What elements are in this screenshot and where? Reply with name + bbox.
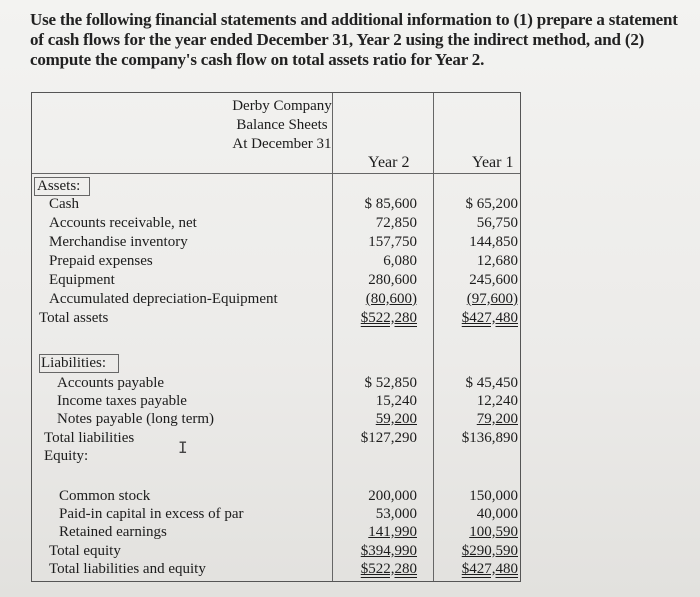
row-label-paid-in-capital: Paid-in capital in excess of par: [59, 506, 244, 522]
accounts-payable-year1: $ 45,450: [465, 375, 518, 391]
row-label-equipment: Equipment: [49, 272, 115, 288]
row-label-total-liabilities: Total liabilities: [44, 430, 135, 446]
row-label-total-equity: Total equity: [49, 543, 121, 559]
row-label-total-assets: Total assets: [39, 310, 109, 326]
row-label-cash: Cash: [49, 196, 79, 212]
prepaid-expenses-year1: 12,680: [476, 253, 518, 269]
total-liabilities-year2: $127,290: [360, 430, 417, 446]
row-label-common-stock: Common stock: [59, 488, 151, 504]
cash-year1: $ 65,200: [465, 196, 518, 212]
income-taxes-payable-year1: 12,240: [476, 393, 518, 409]
equity-title: Equity:: [44, 448, 89, 464]
accounts-receivable-year2: 72,850: [375, 215, 417, 231]
row-label-accounts-receivable: Accounts receivable, net: [49, 215, 197, 231]
row-label-income-taxes-payable: Income taxes payable: [57, 393, 187, 409]
income-taxes-payable-year2: 15,240: [375, 393, 417, 409]
common-stock-year2: 200,000: [368, 488, 417, 504]
total-liabilities-and-equity-year1: $427,480: [461, 561, 518, 577]
total-assets-year2: $522,280: [360, 310, 417, 326]
row-label-total-liabilities-and-equity: Total liabilities and equity: [49, 561, 206, 577]
retained-earnings-year2: 141,990: [368, 524, 417, 540]
statement-date: At December 31: [232, 136, 332, 152]
row-label-notes-payable: Notes payable (long term): [57, 411, 215, 427]
paid-in-capital-year1: 40,000: [476, 506, 518, 522]
cash-year2: $ 85,600: [364, 196, 417, 212]
total-liabilities-and-equity-year2: $522,280: [360, 561, 417, 577]
retained-earnings-year1: 100,590: [469, 524, 518, 540]
row-label-accumulated-depreciation: Accumulated depreciation-Equipment: [49, 291, 278, 307]
accounts-payable-year2: $ 52,850: [364, 375, 417, 391]
company-name: Derby Company: [232, 98, 332, 114]
accumulated-depreciation-year1: (97,600): [466, 291, 518, 307]
row-label-accounts-payable: Accounts payable: [57, 375, 165, 391]
equipment-year2: 280,600: [368, 272, 417, 288]
liabilities-title: Liabilities:: [41, 355, 106, 371]
paid-in-capital-year2: 53,000: [375, 506, 417, 522]
notes-payable-year2: 59,200: [375, 411, 417, 427]
statement-title: Balance Sheets: [236, 117, 328, 133]
merchandise-inventory-year1: 144,850: [469, 234, 518, 250]
instructions-text: Use the following financial statements and additional information to (1) prepare a statement of cash flows for the year ended December 31, Year 2 using the indirect method, and (2) compute the company's cash flow on total assets ratio for Year 2.: [30, 10, 678, 69]
row-label-prepaid-expenses: Prepaid expenses: [49, 253, 153, 269]
accounts-receivable-year1: 56,750: [476, 215, 518, 231]
year2-header: Year 2: [368, 154, 410, 171]
prepaid-expenses-year2: 6,080: [383, 253, 417, 269]
merchandise-inventory-year2: 157,750: [368, 234, 417, 250]
row-label-merchandise-inventory: Merchandise inventory: [49, 234, 188, 250]
equipment-year1: 245,600: [469, 272, 518, 288]
divider-header: [32, 173, 520, 174]
total-assets-year1: $427,480: [461, 310, 518, 326]
common-stock-year1: 150,000: [469, 488, 518, 504]
accumulated-depreciation-year2: (80,600): [365, 291, 417, 307]
total-equity-year2: $394,990: [360, 543, 417, 559]
total-equity-year1: $290,590: [461, 543, 518, 559]
year1-header: Year 1: [472, 154, 514, 171]
assets-title: Assets:: [37, 178, 81, 194]
text-cursor-icon: I: [178, 438, 188, 457]
balance-sheet-table: [31, 92, 521, 582]
total-liabilities-year1: $136,890: [461, 430, 518, 446]
row-label-retained-earnings: Retained earnings: [59, 524, 167, 540]
notes-payable-year1: 79,200: [476, 411, 518, 427]
